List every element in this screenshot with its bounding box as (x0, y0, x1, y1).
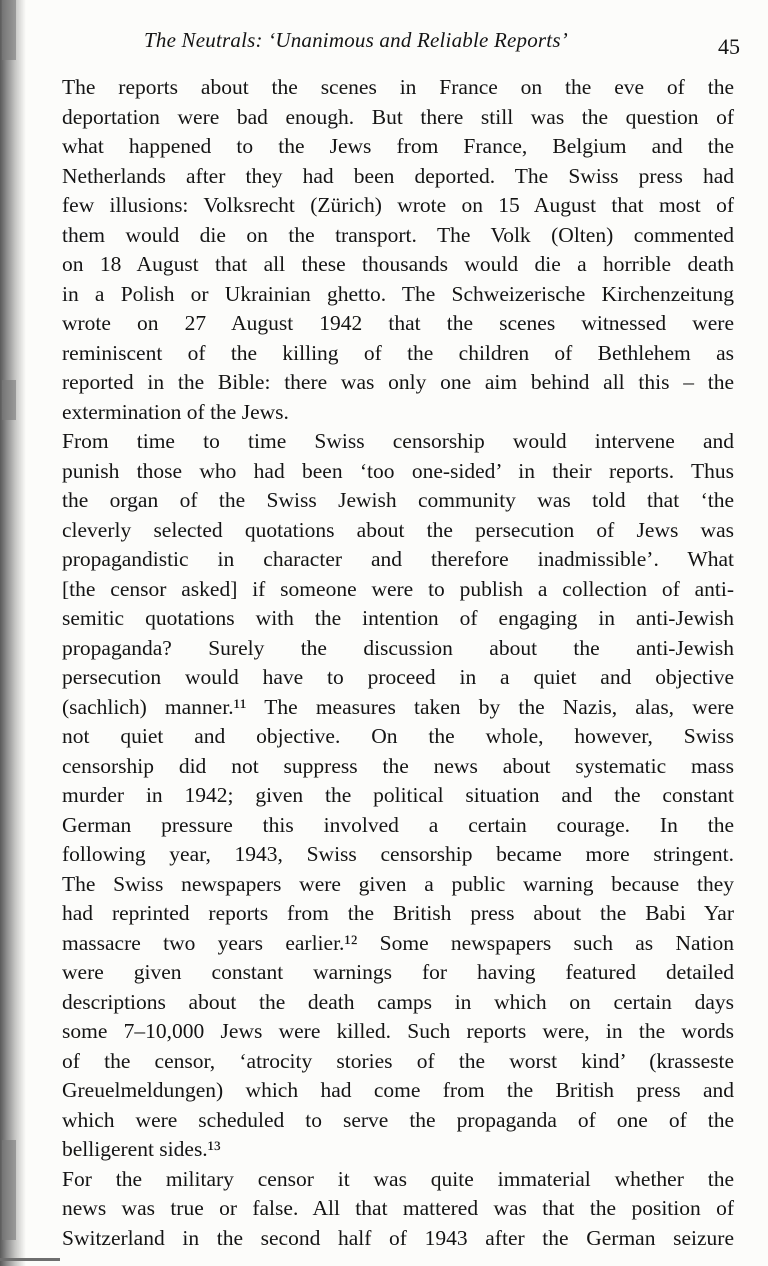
text-line: belligerent sides.¹³ (62, 1137, 221, 1161)
text-line: which were scheduled to serve the propaganda of one of the (62, 1107, 734, 1132)
scan-artifact (2, 380, 16, 420)
text-line: [the censor asked] if someone were to publish a collection of anti- (62, 576, 734, 601)
text-line: were given constant warnings for having featured detailed (62, 960, 734, 984)
scan-artifact (2, 1140, 16, 1240)
text-line: Greuelmeldungen) which had come from the British press and (62, 1078, 734, 1102)
text-line: censorship did not suppress the news about systematic mass (62, 753, 734, 778)
text-line: reminiscent of the killing of the children of Bethlehem as (62, 340, 734, 365)
text-line: few illusions: Volksrecht (Zürich) wrote on 15 August that most of (62, 193, 734, 217)
text-line: propaganda? Surely the discussion about the anti-Jewish (62, 635, 734, 660)
body-text (62, 73, 734, 1253)
text-line: following year, 1943, Swiss censorship became more stringent. (62, 842, 734, 866)
scan-artifact (0, 1258, 60, 1261)
scan-artifact (2, 0, 16, 60)
text-line: the organ of the Swiss Jewish community was told that ‘the (62, 488, 734, 512)
text-line: extermination of the Jews. (62, 399, 289, 424)
text-line: of the censor, ‘atrocity stories of the worst kind’ (krasseste (62, 1048, 734, 1073)
page-number: 45 (718, 34, 740, 59)
text-line: Netherlands after they had been deported. The Swiss press had (62, 163, 734, 188)
text-line: persecution would have to proceed in a quiet and objective (62, 665, 734, 689)
text-line: For the military censor it was quite immaterial whether the (62, 1166, 734, 1191)
text-line: what happened to the Jews from France, Belgium and the (62, 134, 734, 158)
text-line: From time to time Swiss censorship would intervene and (62, 429, 734, 453)
text-line: reported in the Bible: there was only one aim behind all this – the (62, 370, 734, 394)
paragraph (62, 73, 734, 427)
text-line: The Swiss newspapers were given a public warning because they (62, 871, 734, 896)
text-line: not quiet and objective. On the whole, however, Swiss (62, 724, 734, 748)
page-header (144, 22, 740, 62)
text-line: had reprinted reports from the British press about the Babi Yar (62, 901, 734, 925)
text-line: (sachlich) manner.¹¹ The measures taken by the Nazis, alas, were (62, 694, 734, 719)
text-line: massacre two years earlier.¹² Some newspapers such as Nation (62, 930, 734, 955)
text-line: wrote on 27 August 1942 that the scenes witnessed were (62, 311, 734, 335)
text-line: murder in 1942; given the political situation and the constant (62, 783, 734, 807)
text-line: Switzerland in the second half of 1943 after the German seizure (62, 1225, 734, 1250)
text-line: German pressure this involved a certain courage. In the (62, 812, 734, 837)
text-line: descriptions about the death camps in which on certain days (62, 989, 734, 1014)
text-line: some 7–10,000 Jews were killed. Such reports were, in the words (62, 1019, 734, 1043)
text-line: cleverly selected quotations about the persecution of Jews was (62, 517, 734, 542)
binding-shadow (0, 0, 26, 1266)
text-line: deportation were bad enough. But there still was the question of (62, 104, 734, 129)
paragraph (62, 427, 734, 1165)
text-line: The reports about the scenes in France on the eve of the (62, 75, 734, 99)
running-head: The Neutrals: ‘Unanimous and Reliable Reports’ (144, 28, 568, 52)
text-line: punish those who had been ‘too one-sided’ in their reports. Thus (62, 458, 734, 483)
text-line: news was true or false. All that mattered was that the position of (62, 1196, 734, 1220)
text-line: them would die on the transport. The Volk (Olten) commented (62, 222, 734, 247)
text-line: in a Polish or Ukrainian ghetto. The Schweizerische Kirchenzeitung (62, 281, 734, 306)
text-line: propagandistic in character and therefore inadmissible’. What (62, 547, 734, 571)
text-line: on 18 August that all these thousands would die a horrible death (62, 252, 734, 276)
paragraph (62, 1165, 734, 1254)
text-line: semitic quotations with the intention of engaging in anti-Jewish (62, 606, 734, 630)
